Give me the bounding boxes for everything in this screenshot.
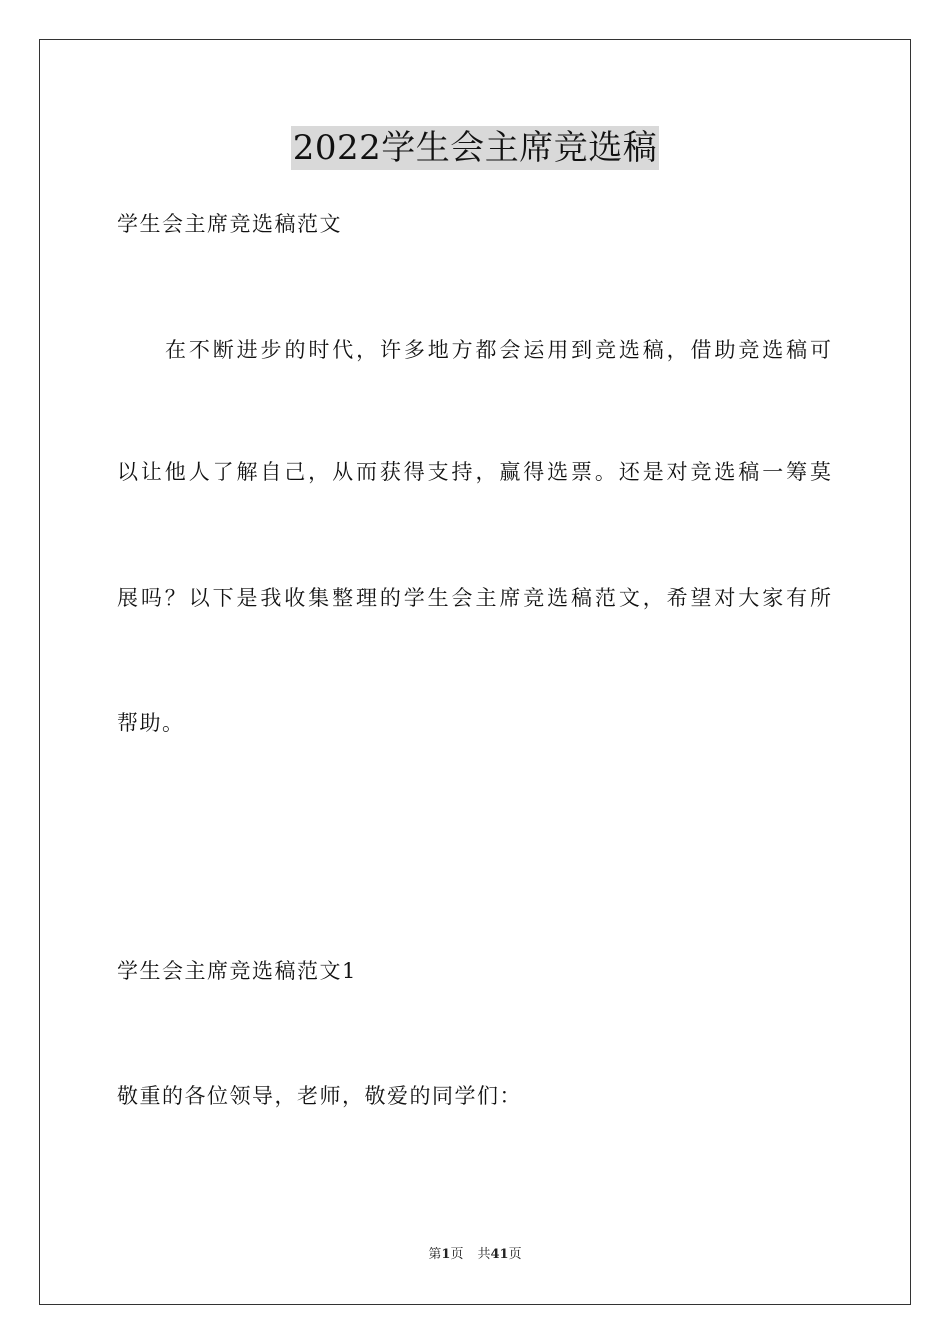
- document-title: 2022学生会主席竞选稿: [292, 128, 658, 168]
- title-container: [0, 126, 950, 170]
- footer-total-pages: 41: [490, 1247, 509, 1262]
- greeting-line: 敬重的各位领导，老师，敬爱的同学们：: [117, 1084, 522, 1108]
- section-heading: 学生会主席竞选稿范文1: [117, 959, 357, 983]
- paragraph-line: 展吗？以下是我收集整理的学生会主席竞选稿范文，希望对大家有所: [117, 586, 831, 610]
- footer-page-suffix: 页: [450, 1247, 464, 1262]
- paragraph-line: 帮助。: [117, 711, 185, 735]
- page-footer: [0, 1246, 950, 1264]
- paragraph-line: 以让他人了解自己，从而获得支持，赢得选票。还是对竞选稿一筹莫: [117, 460, 831, 484]
- footer-page-prefix: 第: [428, 1247, 442, 1262]
- paragraph-line: 在不断进步的时代，许多地方都会运用到竞选稿，借助竞选稿可: [165, 338, 831, 362]
- footer-total-prefix: 共: [477, 1247, 491, 1262]
- document-subtitle: 学生会主席竞选稿范文: [117, 212, 342, 236]
- footer-total-suffix: 页: [508, 1247, 522, 1262]
- footer-page-number: 1: [441, 1247, 451, 1262]
